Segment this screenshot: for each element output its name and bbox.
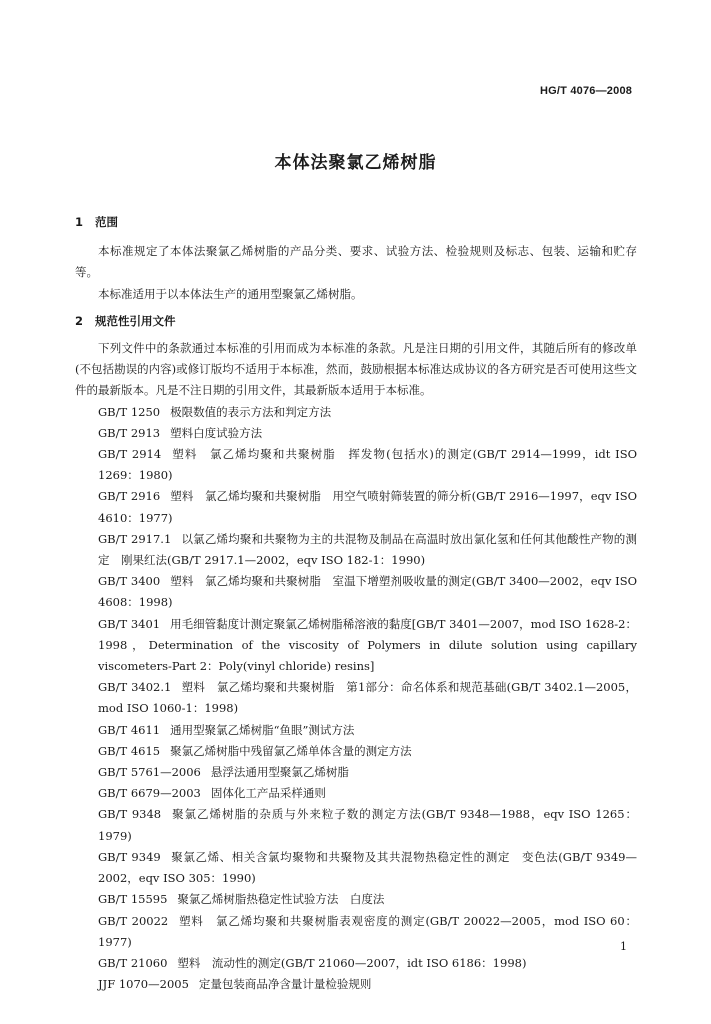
reference-item [75,741,637,762]
reference-item [75,529,637,571]
reference-title: 聚氯乙烯树脂中残留氯乙烯单体含量的测定方法 [170,743,412,758]
section-title: 范围 [95,215,118,229]
reference-code: GB/T 2913 [98,425,161,440]
reference-title: 聚氯乙烯树脂热稳定性试验方法 白度法 [177,892,385,907]
reference-item [75,804,637,846]
reference-title: 塑料 氯乙烯均聚和共聚树脂 室温下增塑剂吸收量的测定(GB/T 3400—2002，eqv ISO 4608：1998) [98,574,637,610]
reference-code: GB/T 4615 [98,743,161,758]
section-number: 2 [75,313,84,328]
reference-code: GB/T 5761—2006 [98,765,201,780]
reference-code: GB/T 20022 [98,913,169,928]
reference-code: GB/T 3401 [98,616,161,631]
reference-item [75,402,637,423]
reference-item [75,847,637,889]
reference-code: GB/T 6679—2003 [98,786,201,801]
reference-code: GB/T 9349 [98,849,161,864]
reference-code: GB/T 2914 [98,447,162,462]
reference-title: 塑料 流动性的测定(GB/T 21060—2007，idt ISO 6186：1998) [177,955,527,970]
standard-number: HG/T 4076—2008 [540,85,633,97]
reference-item [75,911,637,953]
reference-code: GB/T 1250 [98,404,161,419]
scope-paragraph: 本标准规定了本体法聚氯乙烯树脂的产品分类、要求、试验方法、检验规则及标志、包装、运输和贮存等。 [75,244,637,280]
reference-code: GB/T 2916 [98,489,161,504]
reference-title: 以氯乙烯均聚和共聚物为主的共混物及制品在高温时放出氯化氢和任何其他酸性产物的测定 刚果红法(GB/T 2917.1—2002，eqv ISO 182-1：1990) [98,531,637,568]
reference-code: GB/T 21060 [98,955,168,970]
reference-title: 塑料 氯乙烯均聚和共聚树脂 用空气喷射筛装置的筛分析(GB/T 2916—1997，eqv ISO 4610：1977) [98,489,637,525]
reference-item [75,677,637,719]
reference-title: 塑料白度试验方法 [170,425,263,440]
reference-title: 极限数值的表示方法和判定方法 [170,404,332,419]
reference-code: GB/T 2917.1 [98,531,172,546]
reference-item [75,953,637,974]
reference-item [75,486,637,528]
section-heading-normative-references [75,311,637,332]
reference-title: 悬浮法通用型聚氯乙烯树脂 [210,765,349,780]
reference-item [75,571,637,613]
reference-title: 聚氯乙烯树脂的杂质与外来粒子数的测定方法(GB/T 9348—1988，eqv ISO 1265：1979) [98,807,637,843]
reference-item [75,974,637,995]
reference-title: 塑料 氯乙烯均聚和共聚树脂 第1部分：命名体系和规范基础(GB/T 3402.1—2005，mod ISO 1060-1：1998) [98,680,637,716]
reference-code: JJF 1070—2005 [98,977,189,992]
reference-code: GB/T 4611 [98,722,161,737]
document-title: 本体法聚氯乙烯树脂 [274,153,437,173]
reference-item [75,762,637,783]
reference-title: 用毛细管黏度计测定聚氯乙烯树脂稀溶液的黏度[GB/T 3401—2007，mod ISO 1628-2：1998，Determination of the viscosity of Polymers in dilute solution using capillary viscometers-Part 2：Poly(vinyl chloride) resins] [98,616,637,674]
reference-code: GB/T 15595 [98,892,168,907]
document-body [75,212,637,995]
reference-title: 通用型聚氯乙烯树脂“鱼眼”测试方法 [170,722,355,737]
reference-code: GB/T 9348 [98,807,162,822]
section-number: 1 [75,215,84,229]
section-title: 规范性引用文件 [95,313,176,328]
reference-code: GB/T 3400 [98,574,161,589]
reference-title: 塑料 氯乙烯均聚和共聚树脂 挥发物(包括水)的测定(GB/T 2914—1999，idt ISO 1269：1980) [98,447,637,483]
reference-code: GB/T 3402.1 [98,680,172,695]
reference-item [75,423,637,444]
scope-paragraph: 本标准适用于以本体法生产的通用型聚氯乙烯树脂。 [98,286,363,301]
section-heading-scope [75,212,637,233]
reference-title: 塑料 氯乙烯均聚和共聚树脂表观密度的测定(GB/T 20022—2005，mod ISO 60：1977) [98,913,638,949]
reference-item [75,614,637,678]
reference-item [75,720,637,741]
reference-title: 聚氯乙烯、相关含氯均聚物和共聚物及其共混物热稳定性的测定 变色法(GB/T 9349—2002，eqv ISO 305：1990) [98,849,637,886]
reference-title: 定量包装商品净含量计量检验规则 [198,977,372,992]
reference-item [75,783,637,804]
reference-item [75,444,637,486]
page-number: 1 [620,940,627,953]
references-intro-paragraph: 下列文件中的条款通过本标准的引用而成为本标准的条款。凡是注日期的引用文件，其随后所有的修改单(不包括勘误的内容)或修订版均不适用于本标准，然而，鼓励根据本标准达成协议的各方研究是否可使用这些文件的最新版本。凡是不注日期的引用文件，其最新版本适用于本标准。 [75,341,637,398]
reference-item [75,889,637,910]
reference-title: 固体化工产品采样通则 [210,786,326,801]
